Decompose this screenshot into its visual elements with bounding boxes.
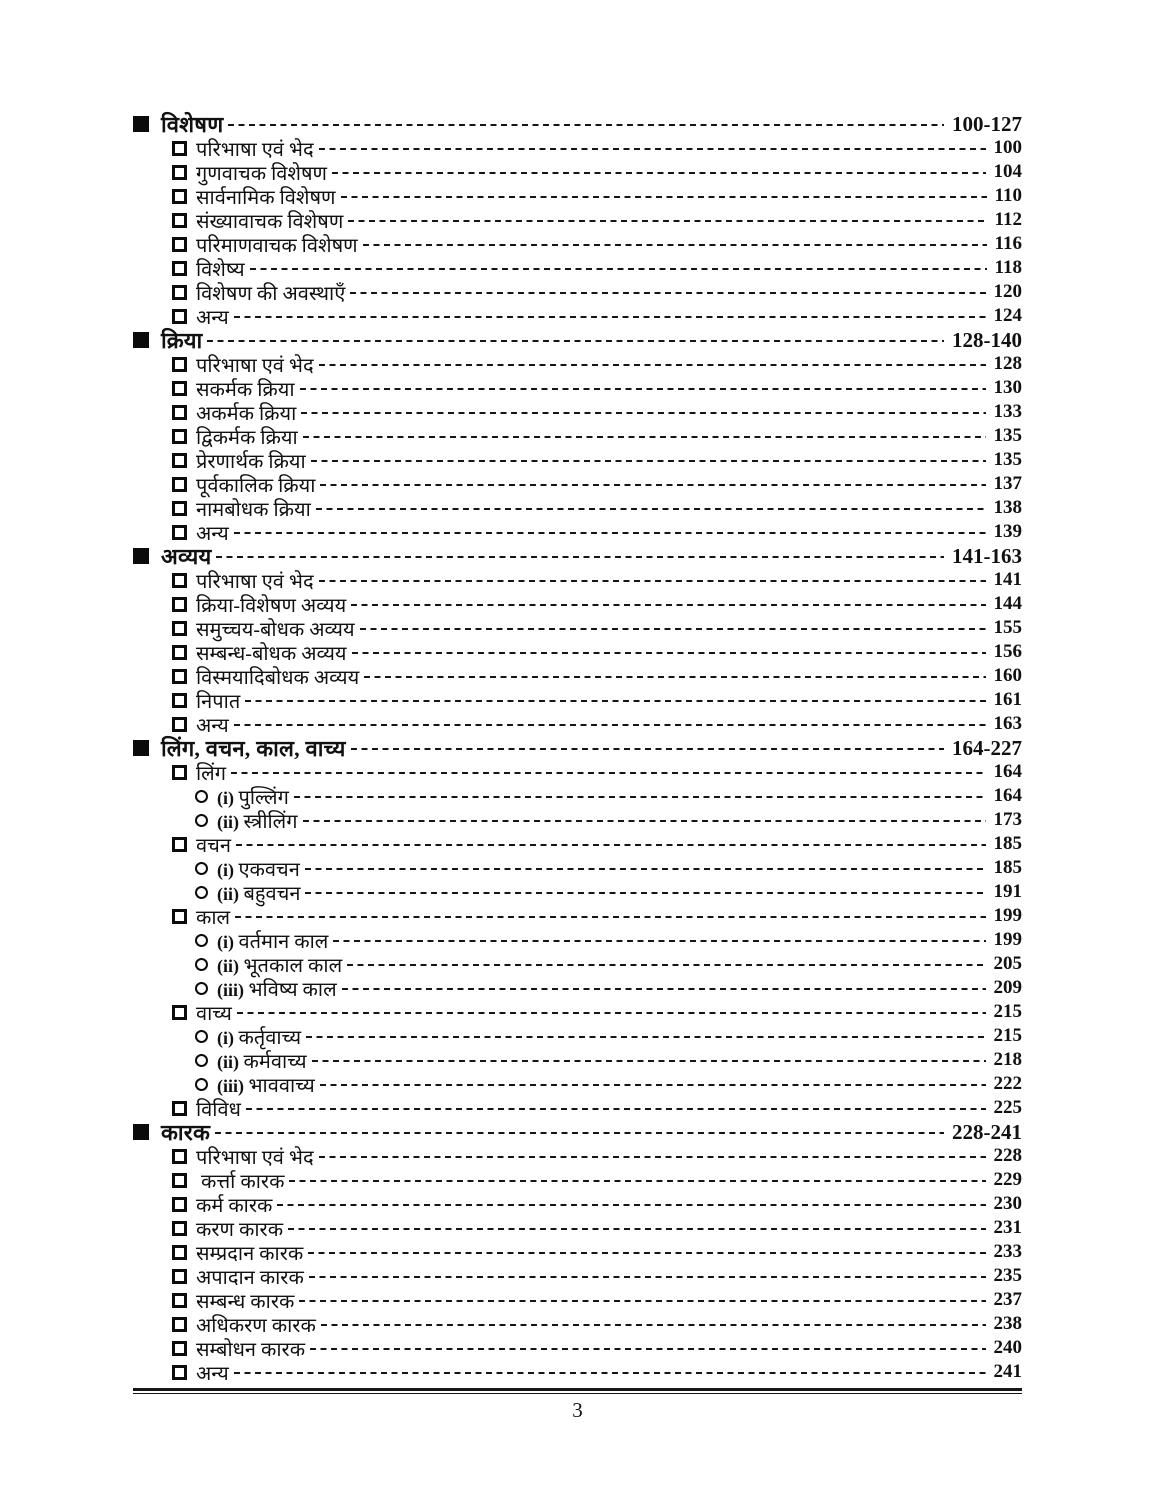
dotted-leader <box>294 796 986 798</box>
open-square-bullet <box>172 237 187 252</box>
open-square-bullet <box>172 477 187 492</box>
filled-square-bullet <box>133 548 149 564</box>
circle-bullet <box>195 790 208 803</box>
toc-entry-label: विशेषण की अवस्थाएँ <box>196 282 346 305</box>
open-square-bullet <box>172 213 187 228</box>
toc-entry <box>172 1216 1022 1240</box>
toc-entry-page: 235 <box>993 1265 1022 1286</box>
open-square-bullet <box>172 693 187 708</box>
toc-section-header <box>133 112 1022 136</box>
open-square-bullet <box>172 1221 187 1236</box>
dotted-leader <box>306 1036 985 1038</box>
dotted-leader <box>236 844 986 846</box>
circle-bullet <box>195 982 208 995</box>
dotted-leader <box>277 1204 985 1206</box>
toc-entry-label: समुच्चय-बोधक अव्यय <box>196 618 355 641</box>
dotted-leader <box>234 532 986 534</box>
toc-entry <box>172 1264 1022 1288</box>
dotted-leader <box>332 172 986 174</box>
toc-entry-page: 164 <box>993 761 1022 782</box>
toc-entry <box>172 616 1022 640</box>
toc-entry <box>172 1000 1022 1024</box>
toc-entry-label: कर्त्ता कारक <box>196 1170 285 1193</box>
toc-entry-label: वाच्य <box>196 1002 232 1025</box>
toc-entry-label: सम्बन्ध कारक <box>196 1290 295 1313</box>
toc-entry <box>172 184 1022 208</box>
toc-entry <box>172 448 1022 472</box>
toc <box>133 112 1022 1384</box>
dotted-leader <box>351 748 944 750</box>
open-square-bullet <box>172 1149 187 1164</box>
dotted-leader <box>231 772 986 774</box>
toc-entry <box>172 568 1022 592</box>
open-square-bullet <box>172 525 187 540</box>
toc-entry-page: 144 <box>993 593 1022 614</box>
toc-section-header <box>133 328 1022 352</box>
toc-entry <box>172 232 1022 256</box>
toc-entry-label: लिंग <box>196 762 226 785</box>
toc-entry-page: 209 <box>993 977 1022 998</box>
open-square-bullet <box>172 837 187 852</box>
toc-entry-page: 222 <box>993 1073 1022 1094</box>
toc-entry-label: सम्प्रदान कारक <box>196 1242 304 1265</box>
footer-divider <box>133 1388 1022 1394</box>
toc-entry <box>172 520 1022 544</box>
toc-section-title: अव्यय <box>161 544 212 569</box>
toc-entry-label: परिभाषा एवं भेद <box>196 570 314 593</box>
dotted-leader <box>352 652 986 654</box>
dotted-leader <box>316 508 986 510</box>
filled-square-bullet <box>133 1124 149 1140</box>
dotted-leader <box>303 436 986 438</box>
toc-entry-page: 116 <box>994 233 1022 254</box>
toc-entry <box>195 928 1022 952</box>
circle-bullet <box>195 958 208 971</box>
toc-section-page-range: 228-241 <box>952 1119 1022 1144</box>
toc-entry-page: 241 <box>993 1361 1022 1382</box>
circle-bullet <box>195 1078 208 1091</box>
toc-entry-label: विस्मयादिबोधक अव्यय <box>196 666 360 689</box>
circle-bullet <box>195 1030 208 1043</box>
dotted-leader <box>237 1012 986 1014</box>
dotted-leader <box>228 124 944 126</box>
toc-entry-page: 233 <box>993 1241 1022 1262</box>
dotted-leader <box>310 1348 985 1350</box>
toc-entry-page: 185 <box>993 833 1022 854</box>
toc-entry <box>172 304 1022 328</box>
dotted-leader <box>207 340 944 342</box>
open-square-bullet <box>172 1101 187 1116</box>
dotted-leader <box>319 1156 986 1158</box>
toc-entry-page: 138 <box>993 497 1022 518</box>
toc-entry <box>172 136 1022 160</box>
filled-square-bullet <box>133 332 149 348</box>
toc-entry-label: परिभाषा एवं भेद <box>196 138 314 161</box>
toc-entry <box>172 640 1022 664</box>
toc-entry <box>172 1192 1022 1216</box>
open-square-bullet <box>172 1293 187 1308</box>
toc-entry-page: 218 <box>993 1049 1022 1070</box>
toc-entry-label: करण कारक <box>196 1218 284 1241</box>
toc-entry <box>172 1096 1022 1120</box>
toc-entry-label: परिभाषा एवं भेद <box>196 354 314 377</box>
circle-bullet <box>195 814 208 827</box>
toc-entry-label: अन्य <box>196 522 229 545</box>
toc-entry-label: काल <box>196 906 231 929</box>
roman-numeral: (ii) <box>217 1051 244 1072</box>
toc-entry <box>195 808 1022 832</box>
toc-entry-page: 240 <box>993 1337 1022 1358</box>
open-square-bullet <box>172 1341 187 1356</box>
open-square-bullet <box>172 165 187 180</box>
toc-entry-page: 124 <box>993 305 1022 326</box>
toc-entry-label: अन्य <box>196 714 229 737</box>
toc-section-header <box>133 1120 1022 1144</box>
toc-entry-page: 118 <box>994 257 1022 278</box>
circle-bullet <box>195 934 208 947</box>
dotted-leader <box>320 484 985 486</box>
dotted-leader <box>299 1300 985 1302</box>
dotted-leader <box>333 940 985 942</box>
dotted-leader <box>350 292 985 294</box>
toc-entry-page: 141 <box>993 569 1022 590</box>
dotted-leader <box>311 460 986 462</box>
dotted-leader <box>342 988 986 990</box>
toc-entry-page: 139 <box>993 521 1022 542</box>
circle-bullet <box>195 862 208 875</box>
dotted-leader <box>216 556 944 558</box>
toc-entry <box>172 904 1022 928</box>
open-square-bullet <box>172 1269 187 1284</box>
toc-entry-label: (i) वर्तमान काल <box>217 930 329 953</box>
open-square-bullet <box>172 141 187 156</box>
toc-entry <box>172 1312 1022 1336</box>
open-square-bullet <box>172 765 187 780</box>
toc-entry-label: द्विकर्मक क्रिया <box>196 426 298 449</box>
toc-entry-label: (i) पुल्लिंग <box>217 786 289 809</box>
toc-entry-label: संख्यावाचक विशेषण <box>196 210 344 233</box>
toc-entry <box>195 784 1022 808</box>
toc-entry-page: 228 <box>993 1145 1022 1166</box>
dotted-leader <box>250 268 987 270</box>
toc-entry <box>172 832 1022 856</box>
toc-entry-label: (ii) कर्मवाच्य <box>217 1050 307 1073</box>
roman-numeral: (i) <box>217 787 239 808</box>
toc-entry <box>195 1024 1022 1048</box>
toc-entry <box>195 1048 1022 1072</box>
dotted-leader <box>215 1132 944 1134</box>
toc-entry-page: 205 <box>993 953 1022 974</box>
open-square-bullet <box>172 1365 187 1380</box>
toc-entry-label: परिमाणवाचक विशेषण <box>196 234 358 257</box>
toc-entry-page: 229 <box>993 1169 1022 1190</box>
open-square-bullet <box>172 381 187 396</box>
dotted-leader <box>319 148 986 150</box>
toc-entry <box>195 1072 1022 1096</box>
open-square-bullet <box>172 1173 187 1188</box>
toc-entry-page: 112 <box>994 209 1022 230</box>
toc-entry-page: 163 <box>993 713 1022 734</box>
toc-entry <box>172 1168 1022 1192</box>
dotted-leader <box>305 868 986 870</box>
dotted-leader <box>289 1180 985 1182</box>
dotted-leader <box>319 580 986 582</box>
open-square-bullet <box>172 261 187 276</box>
toc-entry-label: (ii) स्त्रीलिंग <box>217 810 298 833</box>
toc-entry-page: 215 <box>993 1025 1022 1046</box>
dotted-leader <box>303 820 986 822</box>
toc-entry <box>172 1288 1022 1312</box>
roman-numeral: (i) <box>217 931 239 952</box>
toc-entry-page: 130 <box>993 377 1022 398</box>
toc-section-title: लिंग, वचन, काल, वाच्य <box>161 736 346 761</box>
circle-bullet <box>195 886 208 899</box>
toc-entry-page: 185 <box>993 857 1022 878</box>
toc-entry-label: गुणवाचक विशेषण <box>196 162 327 185</box>
roman-numeral: (ii) <box>217 883 244 904</box>
toc-entry-label: (ii) बहुवचन <box>217 882 301 905</box>
toc-entry <box>172 376 1022 400</box>
dotted-leader <box>305 892 985 894</box>
toc-entry-label: प्रेरणार्थक क्रिया <box>196 450 306 473</box>
toc-entry-page: 199 <box>993 905 1022 926</box>
toc-section-page-range: 164-227 <box>952 735 1022 760</box>
toc-entry-label: विविध <box>196 1098 241 1121</box>
roman-numeral: (i) <box>217 1027 239 1048</box>
toc-entry-label: नामबोधक क्रिया <box>196 498 311 521</box>
toc-section-header <box>133 544 1022 568</box>
toc-section-page-range: 100-127 <box>952 111 1022 136</box>
dotted-leader <box>301 412 985 414</box>
toc-entry-page: 191 <box>993 881 1022 902</box>
toc-entry <box>172 592 1022 616</box>
open-square-bullet <box>172 1197 187 1212</box>
toc-entry <box>172 1240 1022 1264</box>
dotted-leader <box>360 628 986 630</box>
toc-entry <box>172 1144 1022 1168</box>
toc-entry <box>172 400 1022 424</box>
dotted-leader <box>245 700 985 702</box>
dotted-leader <box>321 1324 986 1326</box>
toc-entry <box>172 256 1022 280</box>
dotted-leader <box>309 1276 986 1278</box>
open-square-bullet <box>172 1317 187 1332</box>
toc-entry <box>172 208 1022 232</box>
toc-entry-page: 173 <box>993 809 1022 830</box>
dotted-leader <box>288 1228 985 1230</box>
toc-section-page-range: 141-163 <box>952 543 1022 568</box>
toc-entry-page: 156 <box>993 641 1022 662</box>
toc-entry-page: 100 <box>993 137 1022 158</box>
toc-entry-label: अधिकरण कारक <box>196 1314 316 1337</box>
dotted-leader <box>351 604 985 606</box>
toc-entry-label: पूर्वकालिक क्रिया <box>196 474 316 497</box>
toc-entry-label: सार्वनामिक विशेषण <box>196 186 336 209</box>
toc-entry-page: 128 <box>993 353 1022 374</box>
toc-entry-label: अन्य <box>196 1362 229 1385</box>
toc-entry <box>172 352 1022 376</box>
toc-section-page-range: 128-140 <box>952 327 1022 352</box>
toc-entry-page: 199 <box>993 929 1022 950</box>
roman-numeral: (iii) <box>217 979 249 1000</box>
open-square-bullet <box>172 309 187 324</box>
toc-entry-page: 120 <box>993 281 1022 302</box>
toc-entry-page: 155 <box>993 617 1022 638</box>
open-square-bullet <box>172 189 187 204</box>
open-square-bullet <box>172 429 187 444</box>
toc-entry-page: 104 <box>993 161 1022 182</box>
open-square-bullet <box>172 285 187 300</box>
dotted-leader <box>234 1372 986 1374</box>
dotted-leader <box>319 364 986 366</box>
footer-page-number: 3 <box>572 1398 583 1422</box>
toc-entry-label: (i) एकवचन <box>217 858 300 881</box>
toc-entry-label: वचन <box>196 834 231 857</box>
toc-entry-page: 135 <box>993 425 1022 446</box>
toc-entry <box>172 664 1022 688</box>
toc-entry <box>195 952 1022 976</box>
open-square-bullet <box>172 717 187 732</box>
filled-square-bullet <box>133 116 149 132</box>
toc-entry-page: 231 <box>993 1217 1022 1238</box>
toc-entry-label: सकर्मक क्रिया <box>196 378 295 401</box>
toc-section-title: विशेषण <box>161 112 224 137</box>
toc-entry-label: (iii) भविष्य काल <box>217 978 337 1001</box>
filled-square-bullet <box>133 740 149 756</box>
toc-entry <box>172 160 1022 184</box>
open-square-bullet <box>172 597 187 612</box>
open-square-bullet <box>172 573 187 588</box>
toc-entry-label: अपादान कारक <box>196 1266 304 1289</box>
open-square-bullet <box>172 621 187 636</box>
toc-entry-page: 161 <box>993 689 1022 710</box>
toc-entry <box>172 1336 1022 1360</box>
toc-entry-label: अन्य <box>196 306 229 329</box>
toc-entry-label: अकर्मक क्रिया <box>196 402 297 425</box>
dotted-leader <box>348 220 986 222</box>
toc-entry-label: निपात <box>196 690 241 713</box>
toc-entry-label: (iii) भाववाच्य <box>217 1074 315 1097</box>
toc-entry-label: (i) कर्तृवाच्य <box>217 1026 302 1049</box>
toc-entry-label: परिभाषा एवं भेद <box>196 1146 314 1169</box>
toc-entry-label: सम्बन्ध-बोधक अव्यय <box>196 642 347 665</box>
toc-entry-page: 238 <box>993 1313 1022 1334</box>
toc-entry <box>172 424 1022 448</box>
dotted-leader <box>363 244 987 246</box>
dotted-leader <box>235 916 985 918</box>
toc-entry-page: 137 <box>993 473 1022 494</box>
open-square-bullet <box>172 645 187 660</box>
open-square-bullet <box>172 405 187 420</box>
roman-numeral: (ii) <box>217 955 244 976</box>
dotted-leader <box>308 1252 985 1254</box>
dotted-leader <box>234 724 986 726</box>
open-square-bullet <box>172 909 187 924</box>
toc-entry-page: 237 <box>993 1289 1022 1310</box>
toc-section-header <box>133 736 1022 760</box>
open-square-bullet <box>172 357 187 372</box>
roman-numeral: (ii) <box>217 811 244 832</box>
toc-entry-page: 133 <box>993 401 1022 422</box>
open-square-bullet <box>172 1005 187 1020</box>
roman-numeral: (i) <box>217 859 239 880</box>
toc-entry-label: सम्बोधन कारक <box>196 1338 306 1361</box>
toc-entry <box>172 760 1022 784</box>
open-square-bullet <box>172 669 187 684</box>
circle-bullet <box>195 1054 208 1067</box>
dotted-leader <box>300 388 986 390</box>
toc-entry <box>172 496 1022 520</box>
toc-entry-label: (ii) भूतकाल काल <box>217 954 343 977</box>
toc-entry-label: क्रिया-विशेषण अव्यय <box>196 594 347 617</box>
toc-entry-page: 215 <box>993 1001 1022 1022</box>
toc-entry <box>172 280 1022 304</box>
toc-entry-page: 110 <box>994 185 1022 206</box>
toc-entry-page: 225 <box>993 1097 1022 1118</box>
dotted-leader <box>364 676 985 678</box>
dotted-leader <box>246 1108 986 1110</box>
roman-numeral: (iii) <box>217 1075 249 1096</box>
toc-section-title: क्रिया <box>161 328 203 353</box>
toc-entry <box>195 880 1022 904</box>
dotted-leader <box>341 196 987 198</box>
open-square-bullet <box>172 501 187 516</box>
toc-entry <box>195 976 1022 1000</box>
dotted-leader <box>312 1060 986 1062</box>
open-square-bullet <box>172 453 187 468</box>
toc-entry <box>172 688 1022 712</box>
dotted-leader <box>234 316 986 318</box>
toc-entry <box>172 472 1022 496</box>
toc-entry-page: 135 <box>993 449 1022 470</box>
toc-entry-label: कर्म कारक <box>196 1194 273 1217</box>
toc-entry <box>172 1360 1022 1384</box>
toc-entry-page: 160 <box>993 665 1022 686</box>
toc-section-title: कारक <box>161 1120 211 1145</box>
open-square-bullet <box>172 1245 187 1260</box>
toc-entry-label: विशेष्य <box>196 258 245 281</box>
dotted-leader <box>320 1084 986 1086</box>
dotted-leader <box>347 964 985 966</box>
toc-entry-page: 230 <box>993 1193 1022 1214</box>
toc-entry <box>195 856 1022 880</box>
toc-entry-page: 164 <box>993 785 1022 806</box>
